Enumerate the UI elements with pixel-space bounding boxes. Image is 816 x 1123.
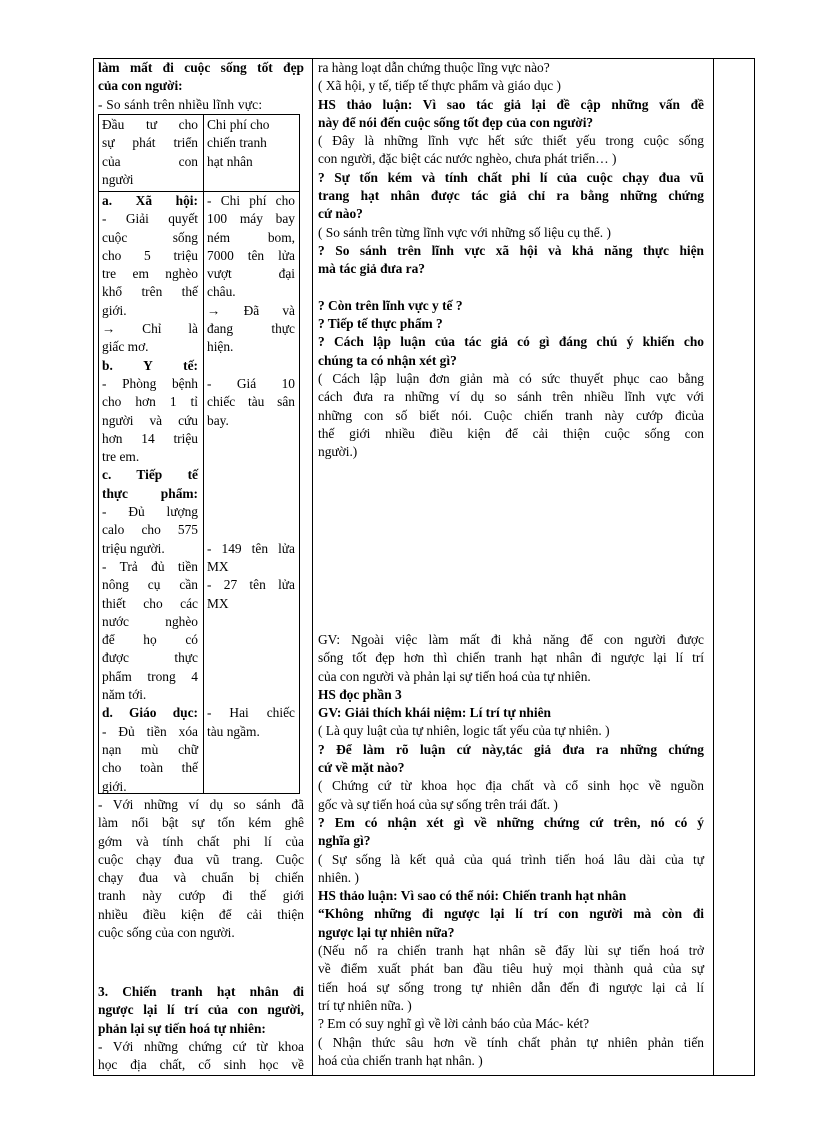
text-line: GV: Giải thích khái niệm: Lí trí tự nhiên: [318, 705, 551, 721]
text-line: calo cho 575: [102, 522, 198, 538]
comparison-table: [98, 114, 300, 794]
text-line: [207, 649, 295, 667]
text-line: a. Xã hội:: [102, 193, 198, 208]
text-line: - Phòng bệnh: [102, 375, 198, 391]
text-line: GV: Ngoài việc làm mất đi khả năng để con người được: [318, 632, 704, 647]
text-line: hơn 14 triệu: [102, 430, 198, 446]
text-line: → Đã và: [207, 302, 295, 318]
text-line: ( Là quy luật của tự nhiên, logic tất yếu của tự nhiên. ): [318, 723, 610, 739]
text-line: - Đủ tiền xóa: [102, 723, 198, 739]
text-line: [318, 279, 704, 297]
text-line: ngược lại tự nhiên nữa?: [318, 924, 455, 940]
text-line: tre em.: [102, 449, 140, 465]
text-line: - Đủ lượng: [102, 504, 198, 520]
text-line: ( Đây là những lĩnh vực hết sức thiết yếu trong cuộc sống: [318, 133, 704, 149]
text-line: ( Xã hội, y tế, tiếp tế thực phẩm và giáo dục ): [318, 78, 562, 94]
text-line: trang hạt nhân được tác giả chỉ ra bằng những chứng: [318, 188, 704, 204]
column-divider-1: [312, 59, 313, 1075]
inner-divider: [203, 115, 204, 793]
text-line: về điểm xuất phát ban đầu tiêu huỷ mọi thành quả của sự: [318, 961, 704, 977]
header-war-cost: Chi phí cho chiến tranh hạt nhân: [207, 117, 270, 169]
text-line: MX: [207, 595, 229, 611]
text-line: MX: [207, 558, 229, 574]
text-line: cứ nào?: [318, 206, 363, 222]
text-line: ( Chứng cứ từ khoa học địa chất và cổ sinh học về nguồn: [318, 778, 704, 794]
text-line: HS đọc phần 3: [318, 686, 402, 702]
activity-column-top: [318, 59, 704, 462]
text-line: [207, 613, 295, 631]
text-line: HS thảo luận: Vì sao tác giả lại đề cập những vấn đề: [318, 96, 704, 112]
text-line: những con số biết nói. Cuộc chiến tranh này cướp đicủa: [318, 407, 704, 423]
text-line: cho 5 triệu: [102, 247, 198, 263]
text-line: người và cứu: [102, 412, 198, 428]
header-investment: Đầu tư cho sự phát triển của con người: [102, 117, 198, 187]
text-line: tranh này cướp đi thế giới: [98, 888, 304, 904]
heading-line: làm mất đi cuộc sống tốt đẹp: [98, 60, 304, 75]
text-line: chạy đua và chuẩn bị chiến: [98, 870, 304, 886]
text-line: giới.: [102, 302, 127, 318]
text-line: b. Y tế:: [102, 357, 198, 373]
text-line: ( So sánh trên từng lĩnh vực với những số liệu cụ thể. ): [318, 224, 611, 240]
text-line: - 27 tên lửa: [207, 577, 295, 593]
text-line: tàu ngầm.: [207, 723, 260, 739]
text-line: hoá của chiến tranh hạt nhân. ): [318, 1052, 483, 1068]
text-line: nhiên. ): [318, 869, 359, 885]
text-line: - Giá 10: [207, 375, 295, 391]
text-line: vượt đại: [207, 266, 295, 282]
text-line: ném bom,: [207, 229, 295, 245]
text-line: nghĩa gì?: [318, 833, 371, 849]
text-line: gớm và tính chất phi lí của: [98, 833, 304, 849]
war-cost-column: [207, 192, 295, 741]
text-line: [207, 631, 295, 649]
text-line: người.): [318, 444, 358, 460]
text-line: con người, đặc biệt các nước nghèo, chưa phát triển… ): [318, 151, 617, 167]
text-line: nước nghèo: [102, 613, 198, 629]
text-line: thế giới nhiều điều kiện để cải thiện cuộc sống con: [318, 425, 704, 441]
text-line: thực phẩm:: [102, 485, 198, 501]
text-line: - 149 tên lửa: [207, 540, 295, 556]
text-line: ? Để làm rõ luận cứ này,tác giả đưa ra những chứng: [318, 741, 704, 757]
text-line: giới.: [102, 778, 127, 794]
text-line: - Với những ví dụ so sánh đã: [98, 797, 304, 812]
text-line: [207, 357, 295, 375]
text-line: được thực: [102, 650, 198, 666]
text-line: ( Nhận thức sâu hơn về tính chất phản tự nhiên phản tiến: [318, 1034, 704, 1050]
text-line: 3. Chiến tranh hạt nhân đi: [98, 984, 304, 999]
text-line: ? Tiếp tế thực phẩm ?: [318, 316, 443, 332]
lesson-table: [93, 58, 755, 1076]
column-divider-2: [713, 59, 714, 1075]
text-line: chúng ta có nhận xét gì?: [318, 352, 457, 368]
text-line: cuộc chạy đua vũ trang. Cuộc: [98, 851, 304, 867]
text-line: cuộc sống của con người.: [98, 925, 235, 941]
activity-column-bottom: [318, 631, 704, 1070]
text-line: châu.: [207, 284, 236, 300]
text-line: làm nổi bật sự tốn kém ghê: [98, 815, 304, 831]
text-line: cuộc sống: [102, 229, 198, 245]
text-line: cách đưa ra những ví dụ so sánh trên nhiều lĩnh vực với: [318, 389, 704, 405]
text-line: ? Em có nhận xét gì về những chứng cứ trên, nó có ý: [318, 814, 704, 830]
text-line: bay.: [207, 412, 229, 428]
section-3-text: [98, 1038, 304, 1075]
text-line: [207, 521, 295, 539]
text-line: chiếc tàu sân: [207, 394, 295, 410]
text-line: [207, 466, 295, 484]
text-line: - Hai chiếc: [207, 705, 295, 721]
text-line: c. Tiếp tế: [102, 467, 198, 483]
text-line: [207, 430, 295, 448]
text-line: sống tốt đẹp hơn thì chiến tranh hạt nhân đi ngược lại lí trí: [318, 650, 704, 666]
text-line: - Chi phí cho: [207, 193, 295, 208]
intro-text: - So sánh trên nhiều lĩnh vực:: [98, 96, 263, 112]
text-line: [207, 503, 295, 521]
text-line: giấc mơ.: [102, 339, 149, 355]
text-line: triệu người.: [102, 540, 165, 556]
text-line: “Không những đi ngược lại lí trí con người mà còn đi: [318, 906, 704, 922]
text-line: ra hàng loạt dẫn chứng thuộc lĩng vực nào?: [318, 60, 550, 75]
text-line: này để nói đến cuộc sống tốt đẹp của con người?: [318, 114, 594, 130]
text-line: đang thực: [207, 321, 295, 337]
text-line: của con người và phản lại sự tiến hoá của tự nhiên.: [318, 668, 591, 684]
text-line: - Với những chứng cứ từ khoa: [98, 1039, 304, 1054]
text-line: thiết cho các: [102, 595, 198, 611]
text-line: ? So sánh trên lĩnh vực xã hội và khả năng thực hiện: [318, 242, 704, 258]
investment-column: [102, 192, 198, 796]
text-line: 100 máy bay: [207, 211, 295, 227]
text-line: trí tự nhiên nữa. ): [318, 997, 412, 1013]
text-line: [207, 686, 295, 704]
text-line: gốc và sự tiến hoá của sự sống trên trái đất. ): [318, 796, 558, 812]
text-line: để họ có: [102, 632, 198, 648]
text-line: HS thảo luận: Vì sao có thể nói: Chiến tranh hạt nhân: [318, 888, 627, 904]
text-line: khổ trên thế: [102, 284, 198, 300]
text-line: nhiều điều kiện để cải thiện: [98, 906, 304, 922]
text-line: nông cụ cần: [102, 577, 198, 593]
text-line: - Trả đủ tiền: [102, 558, 198, 574]
text-line: 7000 tên lửa: [207, 247, 295, 263]
text-line: [207, 448, 295, 466]
text-line: tiến hoá sự sống trong tự nhiên dẫn đến đi ngược lại cả lí: [318, 979, 704, 995]
text-line: ( Cách lập luận đơn giản mà có sức thuyết phục cao bằng: [318, 371, 704, 387]
summary-text: [98, 796, 304, 942]
text-line: ? Sự tốn kém và tính chất phi lí của cuộc chạy đua vũ: [318, 169, 704, 185]
text-line: ( Sự sống là kết quả của quá trình tiến hoá lâu dài của tự: [318, 851, 704, 867]
text-line: [207, 485, 295, 503]
text-line: ? Còn trên lĩnh vực y tế ?: [318, 297, 463, 313]
text-line: cho toàn thế: [102, 760, 198, 776]
text-line: ngược lại lí trí của con người,: [98, 1002, 304, 1018]
text-line: mà tác giả đưa ra?: [318, 261, 425, 277]
text-line: tre em nghèo: [102, 266, 198, 282]
text-line: cho hơn 1 tỉ: [102, 394, 198, 410]
text-line: d. Giáo dục:: [102, 705, 198, 721]
text-line: [207, 668, 295, 686]
text-line: → Chỉ là: [102, 321, 198, 337]
text-line: học địa chất, cổ sinh học về: [98, 1057, 304, 1073]
text-line: nạn mù chữ: [102, 741, 198, 757]
text-line: - Giải quyết: [102, 211, 198, 227]
text-line: ? Cách lập luận của tác giả có gì đáng chú ý khiến cho: [318, 334, 704, 350]
text-line: ? Em có suy nghĩ gì về lời cảnh báo của Mác- két?: [318, 1016, 590, 1032]
text-line: (Nếu nổ ra chiến tranh hạt nhân sẽ đẩy lùi sự tiến hoá trở: [318, 943, 704, 959]
section-3-heading: [98, 983, 304, 1038]
text-line: hiện.: [207, 339, 234, 355]
text-line: cứ về mặt nào?: [318, 760, 405, 776]
heading-line: của con người:: [98, 78, 183, 94]
text-line: năm tới.: [102, 687, 147, 703]
content-column: [98, 59, 304, 114]
text-line: phản lại sự tiến hoá tự nhiên:: [98, 1020, 266, 1036]
text-line: phẩm trong 4: [102, 668, 198, 684]
